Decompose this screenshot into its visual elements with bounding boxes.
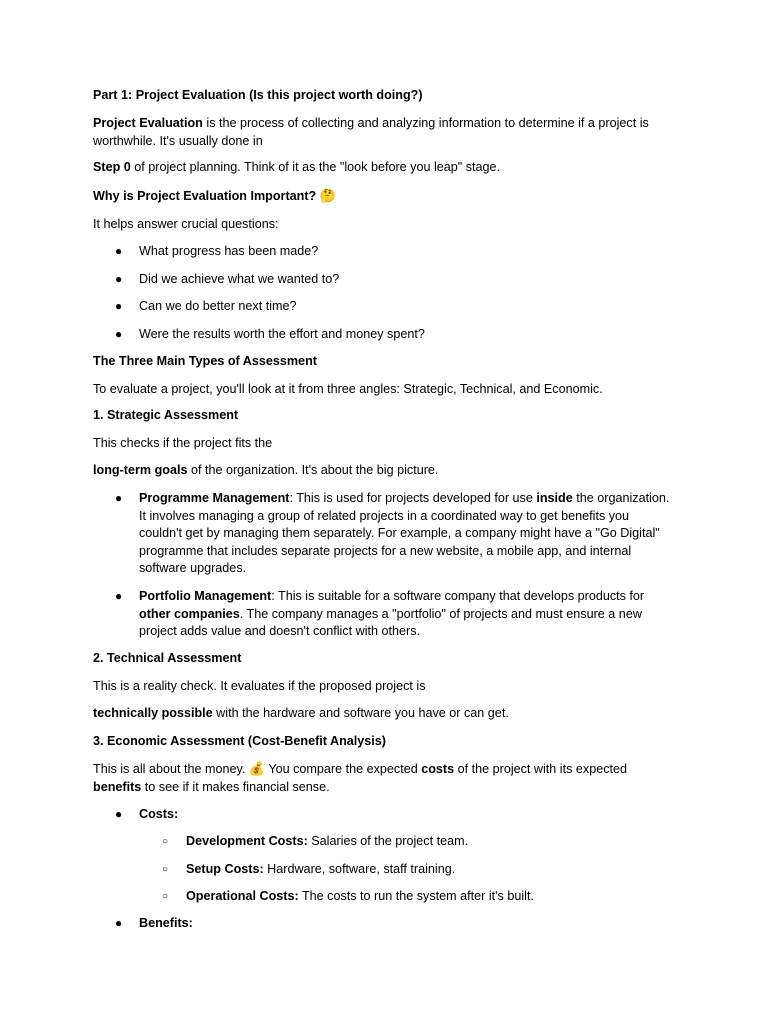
- bullet-icon: ●: [115, 589, 123, 603]
- list-item: ● Were the results worth the effort and money spent?: [139, 326, 672, 344]
- types-heading: The Three Main Types of Assessment: [93, 354, 317, 368]
- bullet-icon: ●: [115, 244, 123, 258]
- part1-heading: Part 1: Project Evaluation (Is this project worth doing?): [93, 88, 423, 102]
- list-item: ● What progress has been made?: [139, 243, 672, 261]
- circle-bullet-icon: ○: [162, 891, 169, 902]
- step0-paragraph: Step 0 of project planning. Think of it as the "look before you leap" stage.: [93, 160, 501, 174]
- strategic-line1: This checks if the project fits the: [93, 436, 273, 450]
- list-item: ● Programme Management: This is used for projects developed for use inside the organization. It involves managing a group of related projects in a coordinated way to get benefits you couldn't get by managing them separately. For example, a company might have a "Go Digital" programme that includes separate projects for a new website, a mobile app, and internal software upgrades.: [115, 491, 670, 576]
- types-intro: To evaluate a project, you'll look at it from three angles: Strategic, Technical, and Economic.: [93, 382, 603, 396]
- thinking-face-icon: 🤔: [319, 189, 336, 204]
- economic-paragraph: This is all about the money. 💰 You compare the expected costs of the project with its expected benefits to see if it makes financial sense.: [93, 762, 628, 794]
- sub-list-item: ○ Setup Costs: Hardware, software, staff training.: [186, 861, 672, 879]
- technical-heading: 2. Technical Assessment: [93, 651, 242, 665]
- list-item: ● Costs:: [139, 806, 672, 824]
- sub-list-item: ○ Operational Costs: The costs to run the system after it's built.: [186, 888, 672, 906]
- list-item: ● Did we achieve what we wanted to?: [139, 271, 672, 289]
- intro-paragraph: Project Evaluation is the process of collecting and analyzing information to determine if a project is worthwhile. It's usually done in: [93, 116, 649, 148]
- circle-bullet-icon: ○: [162, 864, 169, 875]
- list-item: ● Portfolio Management: This is suitable for a software company that develops products for other companies. The company manages a "portfolio" of projects and must ensure a new project adds value and doesn't conflict with others.: [115, 589, 645, 639]
- economic-heading: 3. Economic Assessment (Cost-Benefit Analysis): [93, 734, 387, 748]
- questions-intro: It helps answer crucial questions:: [93, 217, 279, 231]
- bullet-icon: ●: [115, 807, 123, 821]
- strategic-heading: 1. Strategic Assessment: [93, 408, 239, 422]
- bullet-icon: ●: [115, 272, 123, 286]
- technical-line2: technically possible with the hardware and software you have or can get.: [93, 706, 509, 720]
- technical-line1: This is a reality check. It evaluates if the proposed project is: [93, 679, 426, 693]
- list-item: ● Benefits:: [139, 915, 672, 933]
- bullet-icon: ●: [115, 299, 123, 313]
- bullet-icon: ●: [115, 491, 123, 505]
- strategic-line2: long-term goals of the organization. It's about the big picture.: [93, 463, 439, 477]
- bullet-icon: ●: [115, 916, 123, 930]
- money-bag-icon: 💰: [248, 762, 266, 777]
- circle-bullet-icon: ○: [162, 836, 169, 847]
- why-heading: Why is Project Evaluation Important? 🤔: [93, 189, 336, 204]
- sub-list-item: ○ Development Costs: Salaries of the project team.: [186, 833, 672, 851]
- list-item: ● Can we do better next time?: [139, 298, 672, 316]
- bullet-icon: ●: [115, 327, 123, 341]
